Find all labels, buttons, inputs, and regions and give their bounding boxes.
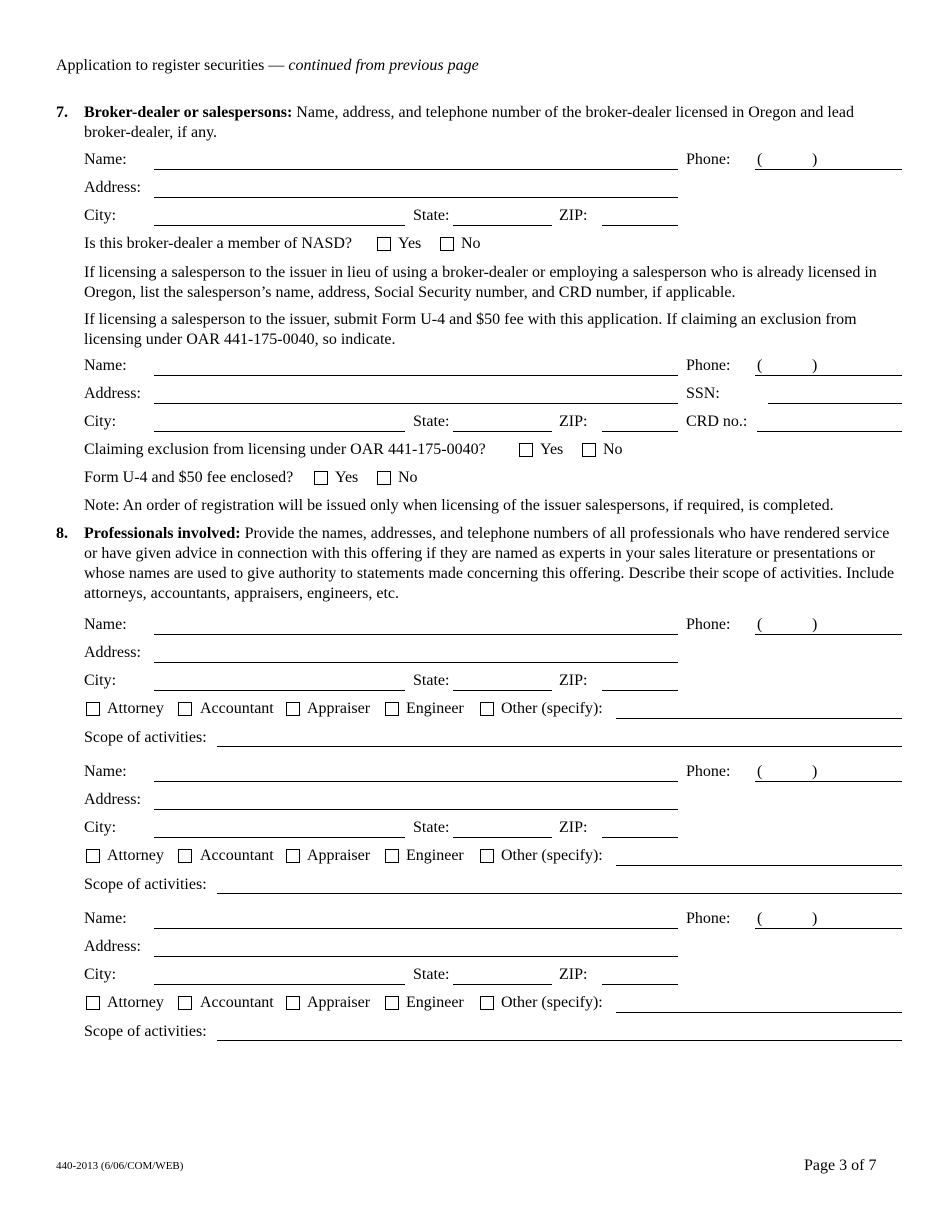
pro2-state-label: State: xyxy=(413,819,450,836)
pro3-city-field[interactable] xyxy=(154,984,405,985)
pro2-phone-label: Phone: xyxy=(686,763,731,780)
pro1-scope-field[interactable] xyxy=(217,746,902,747)
page-total: 7 xyxy=(868,1157,877,1174)
pro3-other-field[interactable] xyxy=(616,1012,902,1013)
section-8-number: 8. xyxy=(56,525,68,542)
registration-note: Note: An order of registration will be issued only when licensing of the issuer salespersons, if required, is completed. xyxy=(84,497,834,514)
exclusion-no-checkbox[interactable] xyxy=(582,443,596,457)
bd-phone-paren-open: ( xyxy=(757,151,763,168)
sp-crd-label: CRD no.: xyxy=(686,413,748,430)
pro3-city-label: City: xyxy=(84,966,117,983)
pro2-phone-paren-open: ( xyxy=(757,763,763,780)
pro2-phone-field[interactable] xyxy=(755,781,902,782)
bd-zip-field[interactable] xyxy=(602,225,678,226)
pro3-address-field[interactable] xyxy=(154,956,678,957)
bd-state-field[interactable] xyxy=(453,225,552,226)
section-7-heading: Broker-dealer or salespersons: xyxy=(84,104,293,121)
pro3-other-checkbox[interactable] xyxy=(480,996,494,1010)
pro1-phone-paren-open: ( xyxy=(757,616,763,633)
pro1-attorney-label: Attorney xyxy=(107,700,164,717)
pro2-city-field[interactable] xyxy=(154,837,405,838)
bd-phone-label: Phone: xyxy=(686,151,731,168)
pro2-other-label: Other (specify): xyxy=(501,847,603,864)
sp-zip-label: ZIP: xyxy=(559,413,588,430)
pro1-zip-label: ZIP: xyxy=(559,672,588,689)
pro2-scope-field[interactable] xyxy=(217,893,902,894)
sp-phone-field[interactable] xyxy=(755,375,902,376)
pro3-phone-paren-close: ) xyxy=(812,910,818,927)
pro3-engineer-checkbox[interactable] xyxy=(385,996,399,1010)
section-8-heading: Professionals involved: xyxy=(84,525,241,542)
pro2-scope-label: Scope of activities: xyxy=(84,876,207,893)
nasd-yes-checkbox[interactable] xyxy=(377,237,391,251)
sp-city-label: City: xyxy=(84,413,117,430)
section-7-intro xyxy=(84,103,894,143)
pro3-state-field[interactable] xyxy=(453,984,552,985)
pro1-engineer-label: Engineer xyxy=(406,700,464,717)
sp-name-field[interactable] xyxy=(154,375,678,376)
bd-address-label: Address: xyxy=(84,179,141,196)
exclusion-no-label: No xyxy=(603,441,623,458)
pro2-appraiser-checkbox[interactable] xyxy=(286,849,300,863)
pro1-name-label: Name: xyxy=(84,616,127,633)
form-id: 440-2013 (6/06/COM/WEB) xyxy=(56,1160,184,1172)
page-header xyxy=(56,57,479,75)
pro2-engineer-label: Engineer xyxy=(406,847,464,864)
pro1-address-label: Address: xyxy=(84,644,141,661)
pro3-name-field[interactable] xyxy=(154,928,678,929)
exclusion-question: Claiming exclusion from licensing under OAR 441-175-0040? xyxy=(84,441,486,458)
pro2-other-checkbox[interactable] xyxy=(480,849,494,863)
pro2-address-field[interactable] xyxy=(154,809,678,810)
pro1-address-field[interactable] xyxy=(154,662,678,663)
sp-zip-field[interactable] xyxy=(602,431,678,432)
pro3-phone-field[interactable] xyxy=(755,928,902,929)
pro2-phone-paren-close: ) xyxy=(812,763,818,780)
pro1-accountant-checkbox[interactable] xyxy=(178,702,192,716)
pro3-phone-label: Phone: xyxy=(686,910,731,927)
sp-address-label: Address: xyxy=(84,385,141,402)
pro1-city-field[interactable] xyxy=(154,690,405,691)
nasd-no-label: No xyxy=(461,235,481,252)
pro1-phone-paren-close: ) xyxy=(812,616,818,633)
bd-zip-label: ZIP: xyxy=(559,207,588,224)
bd-phone-field[interactable] xyxy=(755,169,902,170)
exclusion-yes-checkbox[interactable] xyxy=(519,443,533,457)
pro3-appraiser-label: Appraiser xyxy=(307,994,371,1011)
pro1-other-label: Other (specify): xyxy=(501,700,603,717)
pro3-zip-field[interactable] xyxy=(602,984,678,985)
pro1-accountant-label: Accountant xyxy=(200,700,274,717)
pro1-city-label: City: xyxy=(84,672,117,689)
exclusion-yes-label: Yes xyxy=(540,441,564,458)
bd-name-field[interactable] xyxy=(154,169,678,170)
page-number xyxy=(804,1157,876,1175)
section-8-intro-text: Provide the names, addresses, and telephone numbers of all professionals who have rendered service or have given advice in connection with this offering if they are named as experts in your sales literature or presentations or whose names are used to give authority to statements made concerning this offering. Describe their scope of activities. Include attorneys, accountants, appraisers, engineers, etc. xyxy=(84,525,895,602)
bd-address-field[interactable] xyxy=(154,197,678,198)
sp-address-field[interactable] xyxy=(154,403,678,404)
pro3-attorney-checkbox[interactable] xyxy=(86,996,100,1010)
pro1-state-label: State: xyxy=(413,672,450,689)
pro2-zip-field[interactable] xyxy=(602,837,678,838)
form-u4-no-label: No xyxy=(398,469,418,486)
pro1-other-field[interactable] xyxy=(616,718,902,719)
pro1-other-checkbox[interactable] xyxy=(480,702,494,716)
header-continued: continued from previous page xyxy=(288,57,479,74)
sp-city-field[interactable] xyxy=(154,431,405,432)
sp-crd-field[interactable] xyxy=(757,431,902,432)
pro2-state-field[interactable] xyxy=(453,837,552,838)
pro3-engineer-label: Engineer xyxy=(406,994,464,1011)
pro2-attorney-label: Attorney xyxy=(107,847,164,864)
pro2-appraiser-label: Appraiser xyxy=(307,847,371,864)
nasd-question: Is this broker-dealer a member of NASD? xyxy=(84,235,353,252)
sp-ssn-label: SSN: xyxy=(686,385,720,402)
pro2-address-label: Address: xyxy=(84,791,141,808)
pro3-name-label: Name: xyxy=(84,910,127,927)
pro2-city-label: City: xyxy=(84,819,117,836)
page-prefix: Page 3 of xyxy=(804,1157,865,1174)
pro1-scope-label: Scope of activities: xyxy=(84,729,207,746)
pro2-zip-label: ZIP: xyxy=(559,819,588,836)
pro3-phone-paren-open: ( xyxy=(757,910,763,927)
sp-phone-paren-close: ) xyxy=(812,357,818,374)
pro2-accountant-checkbox[interactable] xyxy=(178,849,192,863)
section-8-intro xyxy=(84,524,899,604)
sp-ssn-field[interactable] xyxy=(768,403,902,404)
pro1-appraiser-label: Appraiser xyxy=(307,700,371,717)
pro1-attorney-checkbox[interactable] xyxy=(86,702,100,716)
sp-state-field[interactable] xyxy=(453,431,552,432)
pro3-accountant-checkbox[interactable] xyxy=(178,996,192,1010)
nasd-yes-label: Yes xyxy=(398,235,422,252)
sp-name-label: Name: xyxy=(84,357,127,374)
bd-phone-paren-close: ) xyxy=(812,151,818,168)
salesperson-para-2: If licensing a salesperson to the issuer, submit Form U-4 and $50 fee with this application. If claiming an exclusion from licensing under OAR 441-175-0040, so indicate. xyxy=(84,311,857,348)
bd-state-label: State: xyxy=(413,207,450,224)
pro1-phone-label: Phone: xyxy=(686,616,731,633)
form-u4-question: Form U-4 and $50 fee enclosed? xyxy=(84,469,294,486)
pro3-accountant-label: Accountant xyxy=(200,994,274,1011)
sp-state-label: State: xyxy=(413,413,450,430)
pro2-engineer-checkbox[interactable] xyxy=(385,849,399,863)
bd-city-label: City: xyxy=(84,207,117,224)
pro1-phone-field[interactable] xyxy=(755,634,902,635)
pro2-attorney-checkbox[interactable] xyxy=(86,849,100,863)
pro3-appraiser-checkbox[interactable] xyxy=(286,996,300,1010)
salesperson-para-1: If licensing a salesperson to the issuer in lieu of using a broker-dealer or employing a salesperson who is already licensed in Oregon, list the salesperson’s name, address, Social Security number, and CRD number, if applicable. xyxy=(84,264,877,301)
pro2-other-field[interactable] xyxy=(616,865,902,866)
pro1-state-field[interactable] xyxy=(453,690,552,691)
pro3-scope-label: Scope of activities: xyxy=(84,1023,207,1040)
pro1-appraiser-checkbox[interactable] xyxy=(286,702,300,716)
pro2-name-field[interactable] xyxy=(154,781,678,782)
pro3-address-label: Address: xyxy=(84,938,141,955)
form-u4-no-checkbox[interactable] xyxy=(377,471,391,485)
nasd-no-checkbox[interactable] xyxy=(440,237,454,251)
form-u4-yes-label: Yes xyxy=(335,469,359,486)
pro1-name-field[interactable] xyxy=(154,634,678,635)
bd-city-field[interactable] xyxy=(154,225,405,226)
section-7-intro-text: Name, address, and telephone number of the broker-dealer licensed in Oregon and lead broker-dealer, if any. xyxy=(84,104,854,141)
pro3-other-label: Other (specify): xyxy=(501,994,603,1011)
pro3-attorney-label: Attorney xyxy=(107,994,164,1011)
section-7-number: 7. xyxy=(56,104,68,121)
pro2-accountant-label: Accountant xyxy=(200,847,274,864)
form-u4-yes-checkbox[interactable] xyxy=(314,471,328,485)
bd-name-label: Name: xyxy=(84,151,127,168)
pro3-zip-label: ZIP: xyxy=(559,966,588,983)
pro1-engineer-checkbox[interactable] xyxy=(385,702,399,716)
pro3-scope-field[interactable] xyxy=(217,1040,902,1041)
pro3-state-label: State: xyxy=(413,966,450,983)
pro2-name-label: Name: xyxy=(84,763,127,780)
sp-phone-paren-open: ( xyxy=(757,357,763,374)
header-title: Application to register securities — xyxy=(56,57,285,74)
pro1-zip-field[interactable] xyxy=(602,690,678,691)
sp-phone-label: Phone: xyxy=(686,357,731,374)
